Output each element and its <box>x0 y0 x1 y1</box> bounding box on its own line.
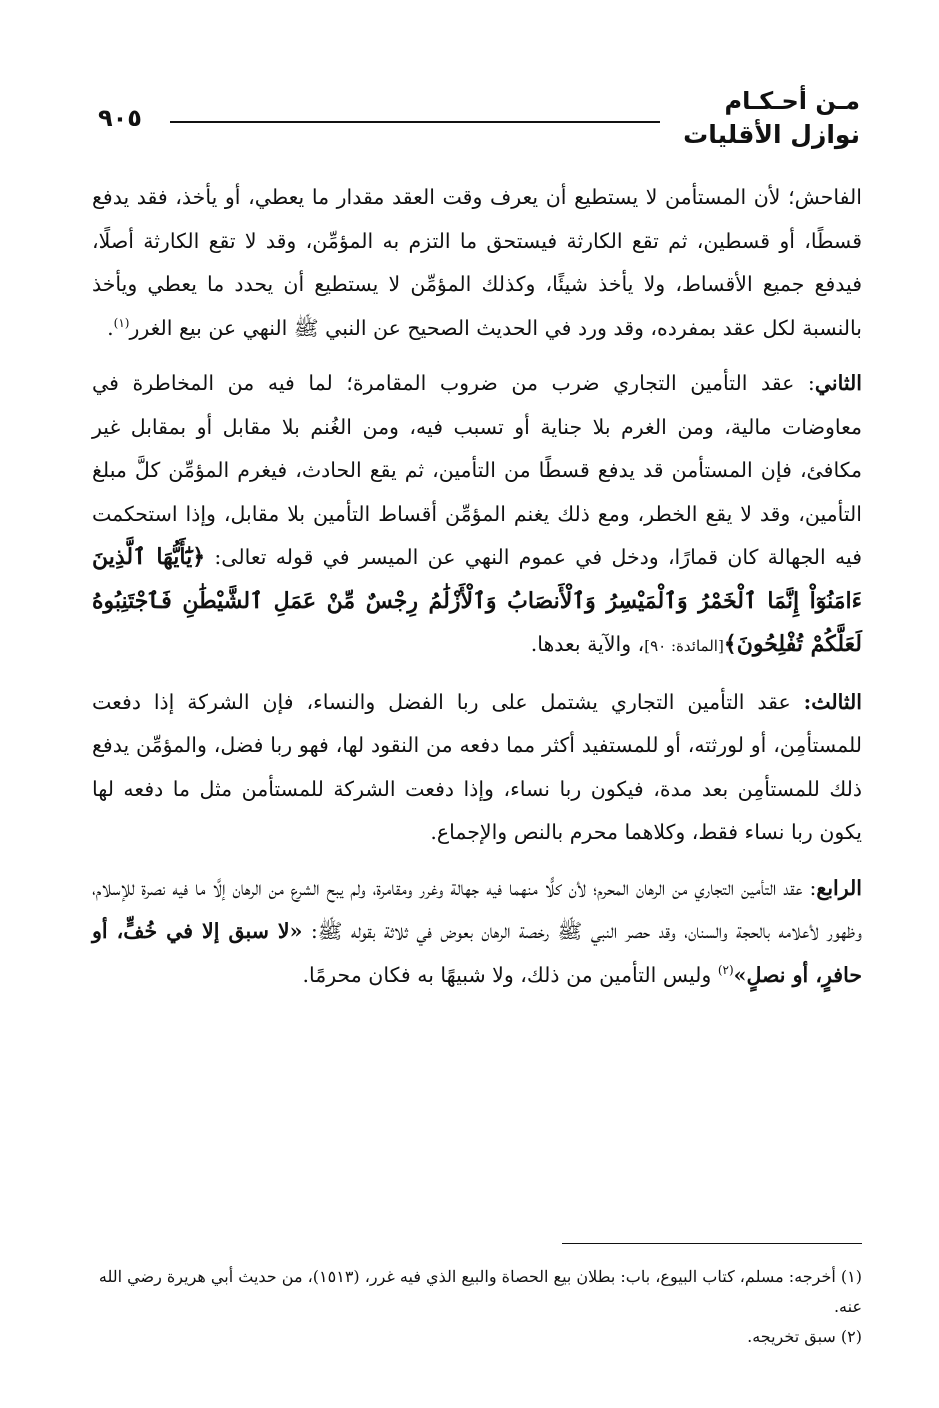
paragraph-3-lead: الثالث: <box>803 689 862 714</box>
paragraph-4-lead: الرابع <box>816 875 862 900</box>
footnotes <box>90 1262 862 1352</box>
footnote-marker-1: (١) <box>113 315 130 330</box>
book-title-line2: نوازل الأقليات <box>683 120 860 149</box>
footnote-divider <box>562 1243 862 1244</box>
page-number: ٩٠٥ <box>98 104 142 132</box>
paragraph-1-text: الفاحش؛ لأن المستأمن لا يستطيع أن يعرف وقت العقد مقدار ما يعطي، أو يأخذ، فقد يدفع قسطًا، أو قسطين، ثم تقع الكارثة فيستحق ما التزم به المؤمِّن، وقد لا تقع الكارثة أصلًا، فيدفع جميع الأقساط، ولا يأخذ شيئًا، وكذلك المؤمِّن لا يستطيع أن يحدد ما يعطي ويأخذ بالنسبة لكل عقد بمفرده، وقد ورد في الحديث الصحيح عن النبي ﷺ النهي عن بيع الغرر <box>92 185 862 340</box>
paragraph-4-text: : عقد التأمين التجاري من الرهان المحرم؛ لأن كلًّا منهما فيه جهالة وغرر ومقامرة، ولم يبح الشرع من الرهان إلَّا ما فيه نصرة للإسلام، وظهور لأعلامه بالحجة والسنان، وقد حصر النبي ﷺ رخصة الرهان بعوض في ثلاثة بقوله ﷺ: <box>92 875 862 943</box>
paragraph-4-end: وليس التأمين من ذلك، ولا شبيهًا به فكان محرمًا. <box>302 962 718 987</box>
paragraph-3-text: عقد التأمين التجاري يشتمل على ربا الفضل والنساء، فإن الشركة إذا دفعت للمستأمِن، أو لورثته، أو للمستفيد أكثر مما دفعه من النقود لها، فهو ربا فضل، والمؤمِّن يدفع ذلك للمستأمِن بعد مدة، فيكون ربا نساء، وإذا دفعت الشركة للمستأمن مثل ما دفعه لها يكون ربا نساء فقط، وكلاهما محرم بالنص والإجماع. <box>92 689 862 844</box>
book-title <box>683 84 860 152</box>
footnote-2: (٢) سبق تخريجه. <box>747 1327 862 1346</box>
paragraph-2-lead: الثاني <box>814 371 862 395</box>
paragraph-2 <box>92 362 862 669</box>
page-header <box>80 84 860 154</box>
paragraph-2-end: ، والآية بعدها. <box>530 632 645 656</box>
hadith-quote: «لا سبق إلا في خُفٍّ، أو حافرٍ، أو نصلٍ» <box>92 919 862 987</box>
paragraph-1 <box>92 176 862 350</box>
paragraph-3 <box>92 681 862 855</box>
verse-reference: [المائدة: ٩٠] <box>644 637 724 655</box>
book-title-line1: مـن أحـكـام <box>724 87 860 115</box>
footnote-marker-2: (٢) <box>717 962 734 977</box>
quran-verse: ﴿يَٰٓأَيُّهَا ٱلَّذِينَ ءَامَنُوٓاْ إِنَّمَا ٱلْخَمْرُ وَٱلْمَيْسِرُ وَٱلْأَنصَابُ وَٱلْأَزْلَٰمُ رِجْسٌ مِّنْ عَمَلِ ٱلشَّيْطَٰنِ فَٱجْتَنِبُوهُ لَعَلَّكُمْ تُفْلِحُونَ﴾ <box>92 544 862 657</box>
header-divider <box>170 121 660 123</box>
paragraph-2-text: : عقد التأمين التجاري ضرب من ضروب المقامرة؛ لما فيه من المخاطرة في معاوضات مالية، ومن الغرم بلا جناية أو تسبب فيه، ومن الغُنم بلا مقابل أو بمقابل غير مكافئ، فإن المستأمن قد يدفع قسطًا من التأمين، ثم يقع الحادث، فيغرم المؤمِّن كلَّ مبلغ التأمين، وقد لا يقع الخطر، ومع ذلك يغنم المؤمِّن أقساط التأمين بلا مقابل، وإذا استحكمت فيه الجهالة كان قمارًا، ودخل في عموم النهي عن الميسر في قوله تعالى: <box>92 371 862 569</box>
paragraph-1-end: . <box>107 315 114 340</box>
paragraph-4 <box>92 867 862 998</box>
main-text <box>92 176 862 1009</box>
footnote-1: (١) أخرجه: مسلم، كتاب البيوع، باب: بطلان بيع الحصاة والبيع الذي فيه غرر، (١٥١٣)، من حديث أبي هريرة رضي الله عنه. <box>98 1267 862 1316</box>
